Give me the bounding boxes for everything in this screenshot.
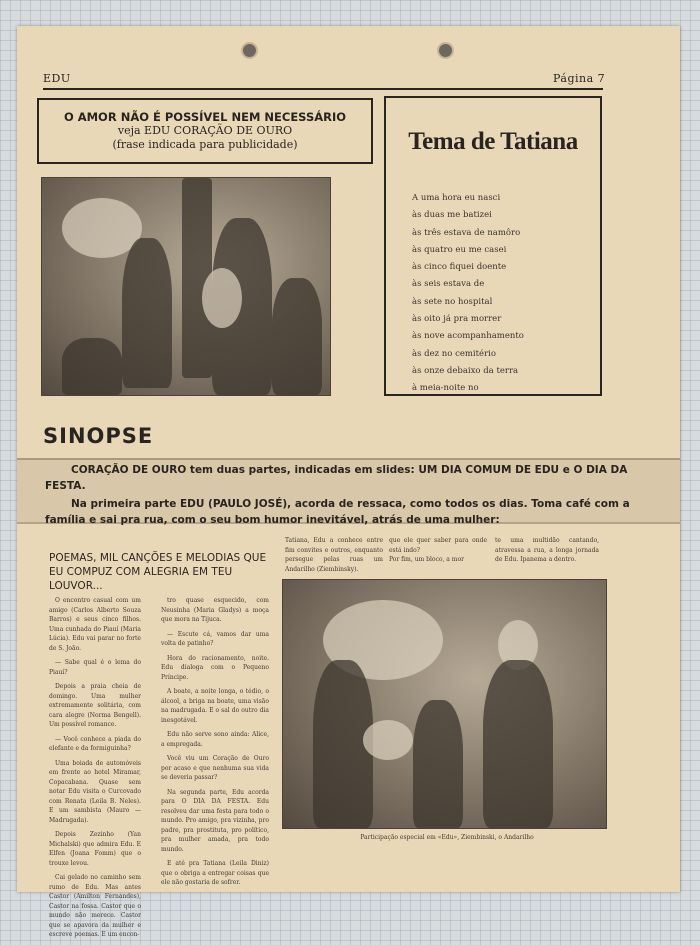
poem-line: às quatro eu me casei	[412, 244, 507, 255]
column-paragraph: E até pra Tatiana (Leila Diniz) que o obriga a entregar coisas que ele não gostaria de sofrer.	[161, 860, 269, 886]
poem-line: à meia-noite no	[412, 383, 479, 394]
column-paragraph: A boate, a noite longa, o tédio, o álcool, a briga na boate, uma visão na madrugada. E o sal do outro dia inesgotável.	[161, 688, 269, 724]
poem-line: às nove acompanhamento	[412, 331, 524, 342]
page-number: Página 7	[553, 72, 606, 85]
newspaper-page	[17, 26, 680, 938]
poem-line: às sete no hospital	[412, 296, 493, 307]
column-paragraph: Na segunda parte, Edu acorda para O DIA DA FESTA. Edu resolveu dar uma festa para todo o mundo. Pro amigo, pra vizinha, pro padre, pra prostituta, pro político, pra mulher amada, pra todo mundo.	[161, 788, 269, 853]
synopsis-paragraph-2: Na primeira parte EDU (PAULO JOSÉ), acorda de ressaca, como todos os dias. Toma café com a família e sai pra rua, com o seu bom humor inevitável, atrás de uma mulher:	[45, 498, 630, 526]
column-paragraph: Uma boiada de automóveis em frente ao hotel Miramar, Copacabana. Quase sem notar Edu visita o Curcovado com Renata (Leila B. Neles). E um sambista (Mauro — Madrugada).	[49, 759, 141, 824]
column-paragraph: Você viu um Coração de Ouro por acaso e que nenhuma sua vida se deveria passar?	[161, 755, 269, 781]
header-rule	[43, 88, 603, 90]
poem-line: às cinco fiquei doente	[412, 262, 507, 273]
header-left: EDU	[43, 72, 71, 85]
punch-hole	[437, 42, 454, 59]
column-paragraph: Depois a praia cheia de domingo. Uma mulher extremamente solitária, com cara alegre (Norma Bengell). Um possível romance.	[49, 683, 141, 728]
promo-note: (frase indicada para publicidade)	[112, 138, 298, 151]
punch-hole	[241, 42, 258, 59]
column-paragraph: Cai gelado no caminho sem rumo de Edu. Mas antes Castor (Amilton Fernandes), Castor na fossa. Castor que o mundo não merece. Castor que se apavora da mulher e escreve poemas. E um encon-	[49, 874, 141, 938]
poem-quote: POEMAS, MIL CANÇÕES E MELODIAS QUE EU COMPUZ COM ALEGRIA EM TEU LOUVOR...	[49, 552, 267, 592]
photo-caption: Participação especial em «Edu», Ziembinski, o Andarilho	[360, 834, 534, 841]
text-column-5: te uma multidão cantando, atravessa a rua, a longa jornada de Edu. Ipanema a dentro.	[495, 537, 599, 563]
text-column-2	[161, 596, 269, 893]
column-paragraph: tro quase esquecido, com Neusinha (Maria Gladys) a moça que mora na Tijuca.	[161, 597, 269, 623]
column-paragraph: Hora do racionamento, noite. Edu dialoga com o Pequeno Príncipe.	[161, 654, 269, 681]
column-paragraph: Edu não serve sono ainda: Alice, a empregada.	[161, 731, 269, 748]
promo-box	[37, 98, 373, 164]
text-column-4: que ele quer saber para onde está indo? Por fim, um bloco, a mor	[389, 537, 487, 563]
poem-line: às seis estava de	[412, 279, 485, 290]
synopsis-paragraph-1: CORAÇÃO DE OURO tem duas partes, indicadas em slides: UM DIA COMUM DE EDU e O DIA DA FESTA.	[45, 464, 628, 492]
text-column-3: Tatiana, Edu a conhece entre fim convites e outros, enquanto persegue pelas ruas um Andarilho (Ziembinsky).	[285, 537, 383, 573]
poem-line: às três estava de namôro	[412, 227, 521, 238]
promo-subline: veja EDU CORAÇÃO DE OURO	[117, 124, 293, 137]
tema-poem	[412, 190, 524, 398]
column-paragraph: — Você conhece a piada do elefante e da formiguinha?	[49, 735, 141, 752]
tema-box	[384, 96, 602, 396]
column-paragraph: — Sabe qual é o lema do Piauí?	[49, 659, 141, 676]
poem-line: A uma hora eu nasci	[412, 193, 501, 203]
column-paragraph: — Escute cá, vamos dar uma volta de patinho?	[161, 630, 269, 647]
poem-line: às onze debaixo da terra	[412, 365, 519, 376]
poem-line: às duas me batizei	[412, 210, 492, 221]
section-heading: SINOPSE	[43, 424, 154, 448]
poem-line: às dez no cemitério	[412, 348, 496, 359]
column-paragraph: O encontro casual com um amigo (Carlos Alberto Souza Barros) e seus cinco filhos. Uma cunhada do Piauí (Maria Lúcia). Edu vai parar no forte de S. João.	[49, 597, 141, 652]
text-column-1	[49, 596, 141, 945]
crowd-photo	[41, 177, 331, 396]
andarilho-photo	[282, 579, 607, 829]
fold-line	[17, 458, 680, 460]
promo-headline: O AMOR NÃO É POSSÍVEL NEM NECESSÁRIO	[63, 110, 347, 124]
column-paragraph: Depois Zezinho (Yan Michalski) que admira Edu. E Elfen (Joana Fomm) que o trouxe levou.	[49, 831, 141, 867]
tema-title: Tema de Tatiana	[408, 128, 578, 155]
poem-line: às oito já pra morrer	[412, 314, 502, 325]
